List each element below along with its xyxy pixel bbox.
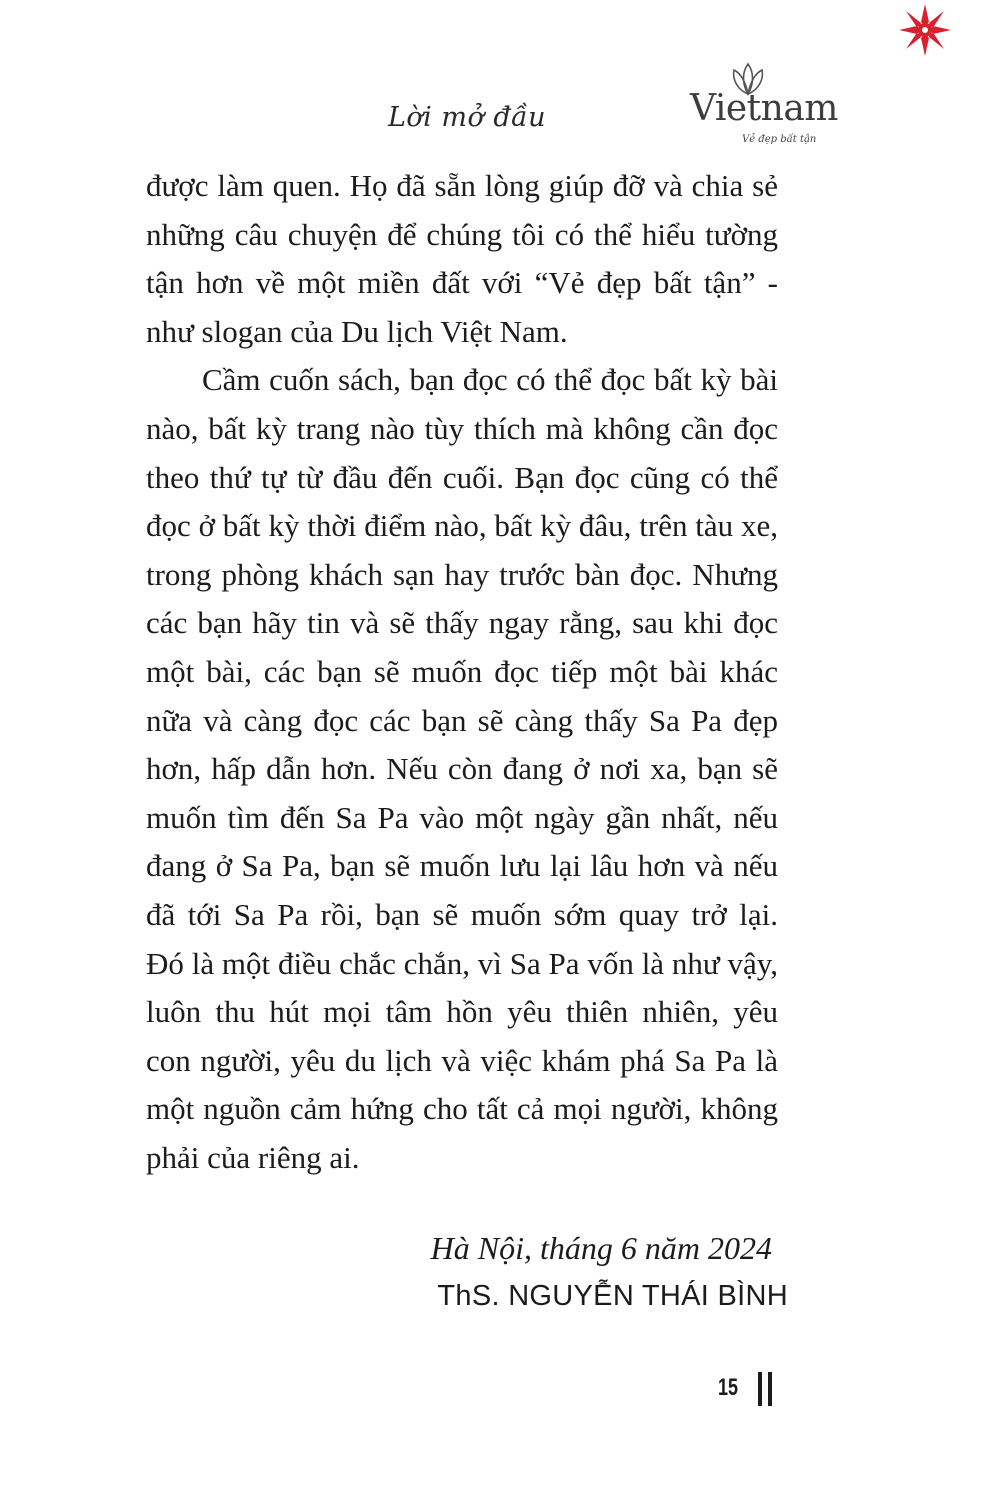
text-line: nào, bất kỳ trang nào tùy thích mà không cần đọc xyxy=(146,410,778,446)
text-line: hơn, hấp dẫn hơn. Nếu còn đang ở nơi xa, bạn sẽ xyxy=(146,751,778,787)
text-line: muốn tìm đến Sa Pa vào một ngày gần nhất, nếu xyxy=(146,799,778,835)
text-line: luôn thu hút mọi tâm hồn yêu thiên nhiên, yêu xyxy=(146,994,778,1030)
text-line: nữa và càng đọc các bạn sẽ càng thấy Sa Pa đẹp xyxy=(146,702,778,738)
text-line: Đó là một điều chắc chắn, vì Sa Pa vốn là như vậy, xyxy=(146,945,778,981)
text-line: trong phòng khách sạn hay trước bàn đọc. Nhưng xyxy=(146,556,778,592)
vietnam-brand-logo xyxy=(690,62,840,158)
page-header-title: Lời mở đầu xyxy=(388,102,547,133)
page-number: 15 xyxy=(718,1374,739,1401)
body-text xyxy=(146,162,778,1182)
page-number-bars-icon xyxy=(758,1372,774,1406)
text-line: như slogan của Du lịch Việt Nam. xyxy=(146,313,568,349)
text-line: một bài, các bạn sẽ muốn đọc tiếp một bài khác xyxy=(146,653,778,689)
vietnam-brand-tagline: Vẻ đẹp bất tận xyxy=(742,134,817,145)
text-line: được làm quen. Họ đã sẵn lòng giúp đỡ và chia sẻ xyxy=(146,168,778,203)
signature-author: ThS. NGUYỄN THÁI BÌNH xyxy=(437,1280,788,1312)
text-line: Cầm cuốn sách, bạn đọc có thể đọc bất kỳ bài xyxy=(202,362,778,398)
text-line: đang ở Sa Pa, bạn sẽ muốn lưu lại lâu hơn và nếu xyxy=(146,848,778,884)
text-line: tận hơn về một miền đất với “Vẻ đẹp bất tận” - xyxy=(146,265,778,301)
text-line: con người, yêu du lịch và việc khám phá Sa Pa là xyxy=(146,1042,778,1078)
text-line: đã tới Sa Pa rồi, bạn sẽ muốn sớm quay trở lại. xyxy=(146,896,778,932)
text-line: đọc ở bất kỳ thời điểm nào, bất kỳ đâu, trên tàu xe, xyxy=(146,508,778,544)
vietnam-brand-word: Vietnam xyxy=(690,88,838,129)
publisher-logo-icon xyxy=(896,2,954,58)
signature-place-date: Hà Nội, tháng 6 năm 2024 xyxy=(430,1230,772,1266)
text-line: một nguồn cảm hứng cho tất cả mọi người, không xyxy=(146,1091,778,1127)
text-line: phải của riêng ai. xyxy=(146,1139,360,1175)
text-line: các bạn hãy tin và sẽ thấy ngay rằng, sau khi đọc xyxy=(146,605,778,641)
text-line: những câu chuyện để chúng tôi có thể hiểu tường xyxy=(146,216,778,252)
text-line: theo thứ tự từ đầu đến cuối. Bạn đọc cũng có thể xyxy=(146,459,778,495)
